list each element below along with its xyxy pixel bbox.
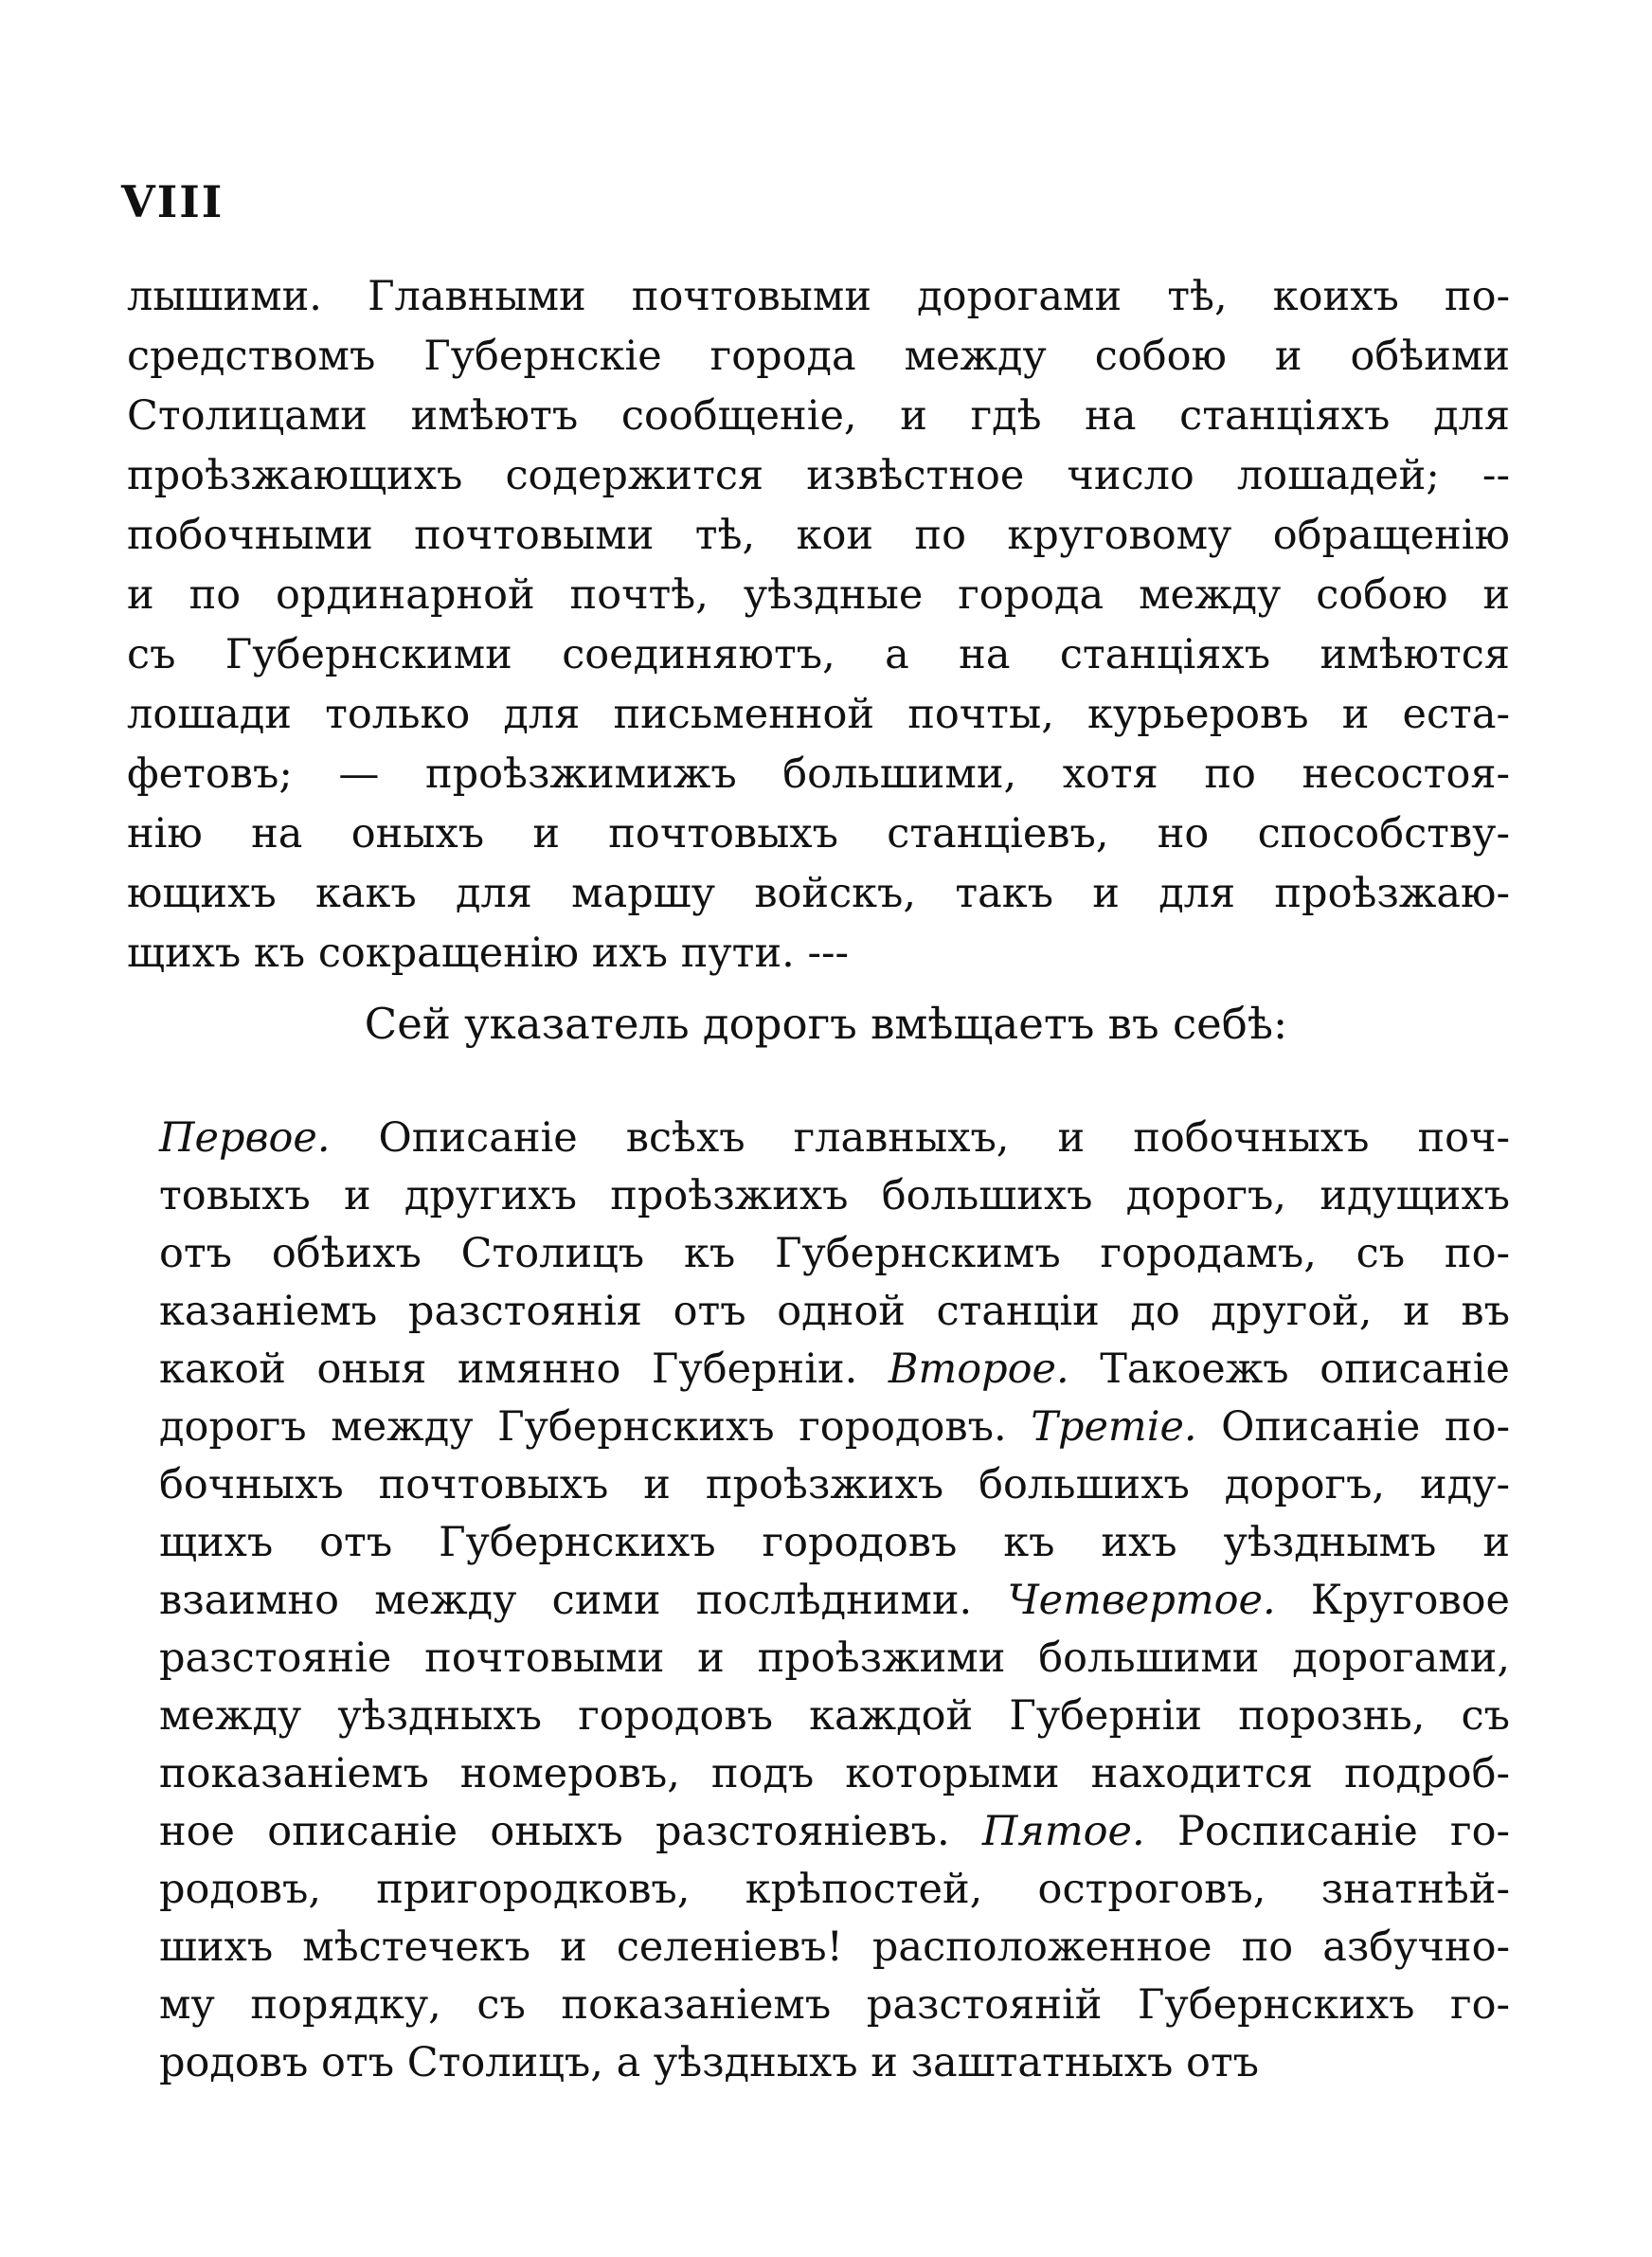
paragraph2-line-9 <box>159 1577 1510 1624</box>
text-run: показаніемъ номеровъ, подъ которыми находится подроб- <box>159 1750 1510 1797</box>
paragraph2-line-2 <box>159 1172 1510 1219</box>
text-run: разстояніе почтовыми и проѣзжими большими дорогами, <box>159 1634 1510 1682</box>
paragraph1-line-8: лошади только для письменной почты, курьеровъ и еста- <box>127 691 1510 738</box>
text-run: какой оныя имянно Губерніи. <box>159 1345 889 1393</box>
paragraph1-line-11: ющихъ какъ для маршу войскъ, такъ и для проѣзжаю- <box>127 870 1510 917</box>
paragraph2-line-13 <box>159 1808 1510 1855</box>
paragraph2-line-6 <box>159 1403 1510 1451</box>
text-run: му порядку, съ показаніемъ разстояній Губернскихъ го- <box>159 1981 1510 2029</box>
paragraph1-line-7: съ Губернскими соединяютъ, а на станціяхъ имѣются <box>127 631 1510 678</box>
paragraph1-line-12: щихъ къ сокращенію ихъ пути. --- <box>127 930 850 977</box>
paragraph2-line-5 <box>159 1345 1510 1393</box>
text-run: щихъ отъ Губернскихъ городовъ къ ихъ уѣзднымъ и <box>159 1519 1510 1566</box>
text-run: ное описаніе оныхъ разстояніевъ. <box>159 1808 982 1855</box>
text-run: Росписаніе го- <box>1144 1808 1510 1855</box>
text-run: товыхъ и другихъ проѣзжихъ большихъ дорогъ, идущихъ <box>159 1172 1510 1219</box>
section-label: Пятое. <box>981 1808 1145 1855</box>
text-run: казаніемъ разстоянія отъ одной станціи до другой, и въ <box>159 1288 1510 1335</box>
paragraph2-line-10 <box>159 1634 1510 1682</box>
text-run: взаимно между сими послѣдними. <box>159 1577 1008 1624</box>
paragraph2-line-1 <box>159 1114 1510 1162</box>
paragraph1-line-6: и по ординарной почтѣ, уѣздные города между собою и <box>127 571 1510 619</box>
section-label: Четвертое. <box>1007 1577 1276 1624</box>
paragraph1-line-5: побочными почтовыми тѣ, кои по круговому обращенію <box>127 512 1510 559</box>
text-run: шихъ мѣстечекъ и селеніевъ! расположенное по азбучно- <box>159 1923 1510 1971</box>
section-label: Второе. <box>888 1345 1069 1393</box>
paragraph2-line-3 <box>159 1230 1510 1277</box>
paragraph1-line-3: Столицами имѣютъ сообщеніе, и гдѣ на станціяхъ для <box>127 392 1510 440</box>
section-label: Первое. <box>159 1114 331 1162</box>
paragraph1-line-2: средствомъ Губернскіе города между собою и обѣими <box>127 333 1510 380</box>
text-run: бочныхъ почтовыхъ и проѣзжихъ большихъ дорогъ, иду- <box>159 1461 1510 1508</box>
text-run: Круговое <box>1275 1577 1510 1624</box>
paragraph2-line-12 <box>159 1750 1510 1797</box>
text-run: Описаніе по- <box>1196 1403 1510 1451</box>
paragraph1-line-1: лышими. Главными почтовыми дорогами тѣ, коихъ по- <box>127 273 1510 320</box>
paragraph2-line-17 <box>159 2039 1510 2086</box>
paragraph1-line-4: проѣзжающихъ содержится извѣстное число лошадей; -- <box>127 452 1510 499</box>
paragraph2-line-4 <box>159 1288 1510 1335</box>
text-run: отъ обѣихъ Столицъ къ Губернскимъ городамъ, съ по- <box>159 1230 1510 1277</box>
paragraph2-line-14 <box>159 1866 1510 1913</box>
text-run: дорогъ между Губернскихъ городовъ. <box>159 1403 1032 1451</box>
text-run: родовъ, пригородковъ, крѣпостей, остроговъ, знатнѣй- <box>159 1866 1510 1913</box>
text-run: между уѣздныхъ городовъ каждой Губерніи порознь, съ <box>159 1692 1510 1740</box>
paragraph2-line-7 <box>159 1461 1510 1508</box>
text-run: Такоежъ описаніе <box>1068 1345 1510 1393</box>
paragraph2-line-16 <box>159 1981 1510 2029</box>
paragraph1-line-10: нію на оныхъ и почтовыхъ станціевъ, но способству- <box>127 810 1510 858</box>
paragraph2-line-8 <box>159 1519 1510 1566</box>
paragraph2-line-15 <box>159 1923 1510 1971</box>
paragraph2-line-11 <box>159 1692 1510 1740</box>
text-run: родовъ отъ Столицъ, а уѣздныхъ и заштатныхъ отъ <box>159 2039 1260 2086</box>
section-label: Третіе. <box>1031 1403 1197 1451</box>
text-run: Описаніе всѣхъ главныхъ, и побочныхъ поч- <box>330 1114 1510 1162</box>
paragraph1-line-9: фетовъ; — проѣзжимижъ большими, хотя по несостоя- <box>127 750 1510 798</box>
section-heading: Сей указатель дорогъ вмѣщаетъ въ себѣ: <box>364 999 1288 1049</box>
page-number: VIII <box>121 176 224 227</box>
